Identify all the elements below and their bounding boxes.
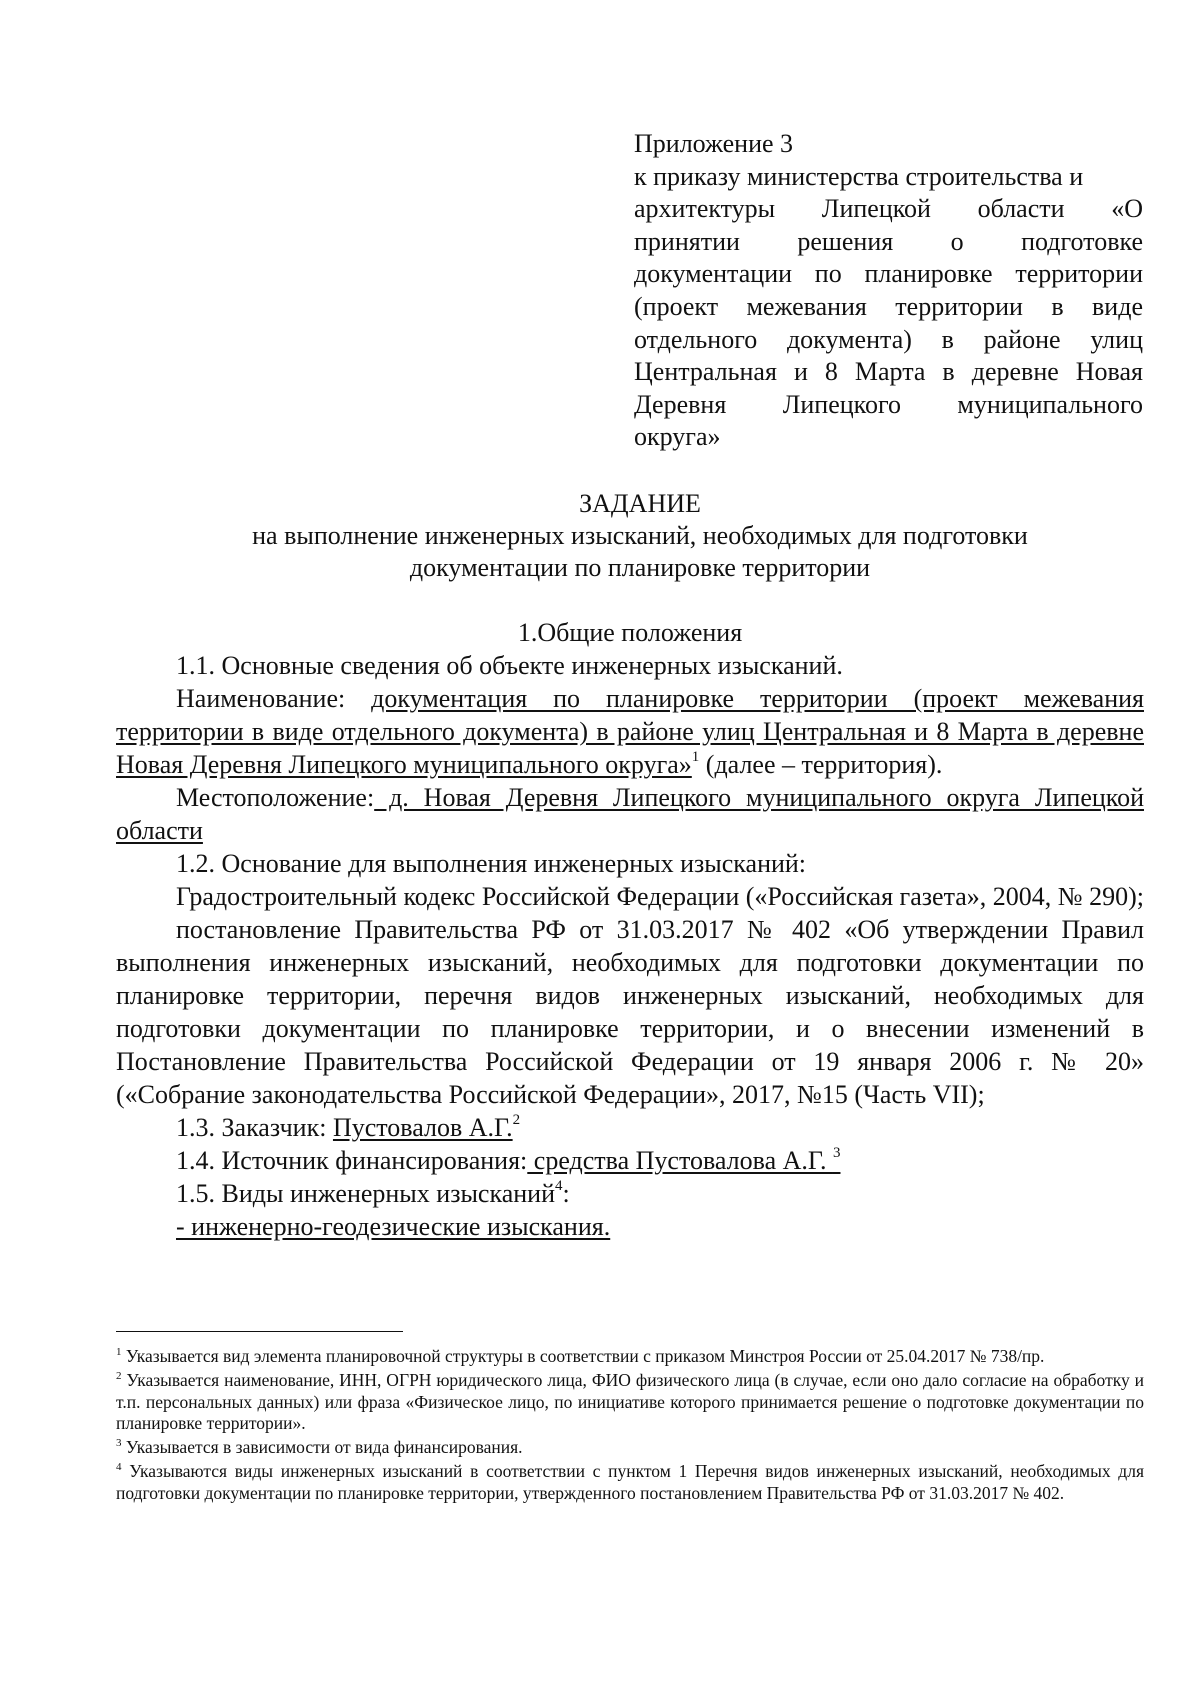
types-colon: : bbox=[562, 1179, 570, 1208]
footnote-text: Указывается наименование, ИНН, ОГРН юридического лица, ФИО физического лица (в случае, если оно дало согласие на обработку и т.п. персональных данных) или фраза «Физическое лицо, по инициативе которого принимается решение о подготовке документации по планировке территории». bbox=[116, 1369, 1144, 1434]
appendix-block bbox=[634, 128, 1143, 454]
types-label: 1.5. Виды инженерных изысканий bbox=[176, 1179, 555, 1208]
footnote-text: Указывается вид элемента планировочной структуры в соответствии с приказом Минстроя России от 25.04.2017 № 738/пр. bbox=[121, 1346, 1045, 1366]
customer-value: Пустовалов А.Г. bbox=[332, 1113, 513, 1142]
types-value: - инженерно-геодезические изыскания. bbox=[176, 1212, 611, 1241]
finance-value bbox=[527, 1146, 840, 1175]
footnote-separator bbox=[116, 1331, 403, 1332]
footnote-text: Указывается в зависимости от вида финансирования. bbox=[121, 1437, 523, 1458]
appendix-line: архитектуры Липецкой области «О bbox=[634, 194, 1143, 224]
footnote-text: Указываются виды инженерных изысканий в соответствии с пунктом 1 Перечня видов инженерных изысканий, необходимых для подготовки документации по планировке территории, утвержденного постановлением Правительства РФ от 31.03.2017 № 402. bbox=[116, 1460, 1144, 1503]
appendix-line: отдельного документа) в районе улиц bbox=[634, 324, 1143, 354]
basis-item-2: постановление Правительства РФ от 31.03.2017 № 402 «Об утверждении Правил выполнения инженерных изысканий, необходимых для подготовки документации по планировке территории, перечня видов инженерных изысканий, необходимых для подготовки документации по планировке территории, и о внесении изменений в Постановление Правительства Российской Федерации от 19 января 2006 г. № 20» («Собрание законодательства Российской Федерации», 2017, №15 (Часть VII); bbox=[116, 915, 1144, 1109]
footnote-ref-4: 4 bbox=[555, 1178, 563, 1194]
document-title bbox=[100, 488, 1180, 584]
finance-label: 1.4. Источник финансирования: bbox=[176, 1146, 528, 1175]
paragraph-finance bbox=[116, 1144, 1144, 1177]
paragraph-1-2: 1.2. Основание для выполнения инженерных изысканий: bbox=[176, 849, 807, 878]
location-label: Местоположение: bbox=[176, 783, 375, 812]
appendix-line: Центральная и 8 Марта в деревне Новая bbox=[634, 357, 1143, 387]
footnote-ref-2: 2 bbox=[512, 1112, 521, 1128]
title-subtitle-line-2: документации по планировке территории bbox=[409, 553, 871, 582]
customer-label: 1.3. Заказчик: bbox=[176, 1113, 333, 1142]
title-heading: ЗАДАНИЕ bbox=[579, 489, 701, 518]
appendix-line: (проект межевания территории в виде bbox=[634, 291, 1143, 321]
basis-item-1: Градостроительный кодекс Российской Федерации («Российская газета», 2004, № 290); bbox=[176, 882, 1144, 911]
name-value: документация по планировке территории (проект межевания территории в виде отдельного документа) в районе улиц Центральная и 8 Марта в деревне Новая Деревня Липецкого муниципального округа» bbox=[116, 684, 1144, 779]
footnote-ref-1: 1 bbox=[691, 749, 700, 765]
paragraph-location bbox=[116, 781, 1144, 847]
paragraph-types bbox=[116, 1177, 1144, 1210]
name-label: Наименование: bbox=[176, 684, 372, 713]
appendix-line: Приложение 3 bbox=[634, 129, 794, 158]
paragraph-1-1: 1.1. Основные сведения об объекте инженерных изысканий. bbox=[176, 651, 843, 680]
appendix-line: округа» bbox=[634, 422, 721, 452]
appendix-line: принятии решения о подготовке bbox=[634, 226, 1143, 256]
location-value: д. Новая Деревня Липецкого муниципального округа Липецкой области bbox=[116, 783, 1144, 845]
paragraph-customer bbox=[116, 1111, 1144, 1144]
footnote-number: 3 bbox=[116, 1437, 122, 1450]
footnote-ref-3: 3 bbox=[832, 1145, 841, 1161]
section-heading: 1.Общие положения bbox=[517, 618, 743, 647]
title-subtitle-line-1: на выполнение инженерных изысканий, необходимых для подготовки bbox=[252, 521, 1028, 550]
paragraph-types-value bbox=[116, 1210, 1144, 1243]
footnote-3 bbox=[116, 1437, 1144, 1459]
appendix-line: к приказу министерства строительства и bbox=[634, 161, 1084, 191]
footnote-4 bbox=[116, 1461, 1144, 1505]
appendix-line: документации по планировке территории bbox=[634, 259, 1143, 289]
finance-value-text: средства Пустовалова А.Г. bbox=[527, 1146, 833, 1175]
footnote-number: 2 bbox=[116, 1369, 122, 1382]
name-tail: (далее – территория). bbox=[699, 750, 943, 779]
footnote-number: 4 bbox=[116, 1460, 122, 1473]
footnote-1 bbox=[116, 1346, 1144, 1368]
footnotes bbox=[116, 1346, 1144, 1507]
footnote-2 bbox=[116, 1370, 1144, 1435]
footnote-number: 1 bbox=[116, 1346, 122, 1358]
paragraph-name bbox=[116, 682, 1144, 781]
document-body bbox=[116, 616, 1144, 1243]
appendix-line: Деревня Липецкого муниципального bbox=[634, 389, 1143, 419]
